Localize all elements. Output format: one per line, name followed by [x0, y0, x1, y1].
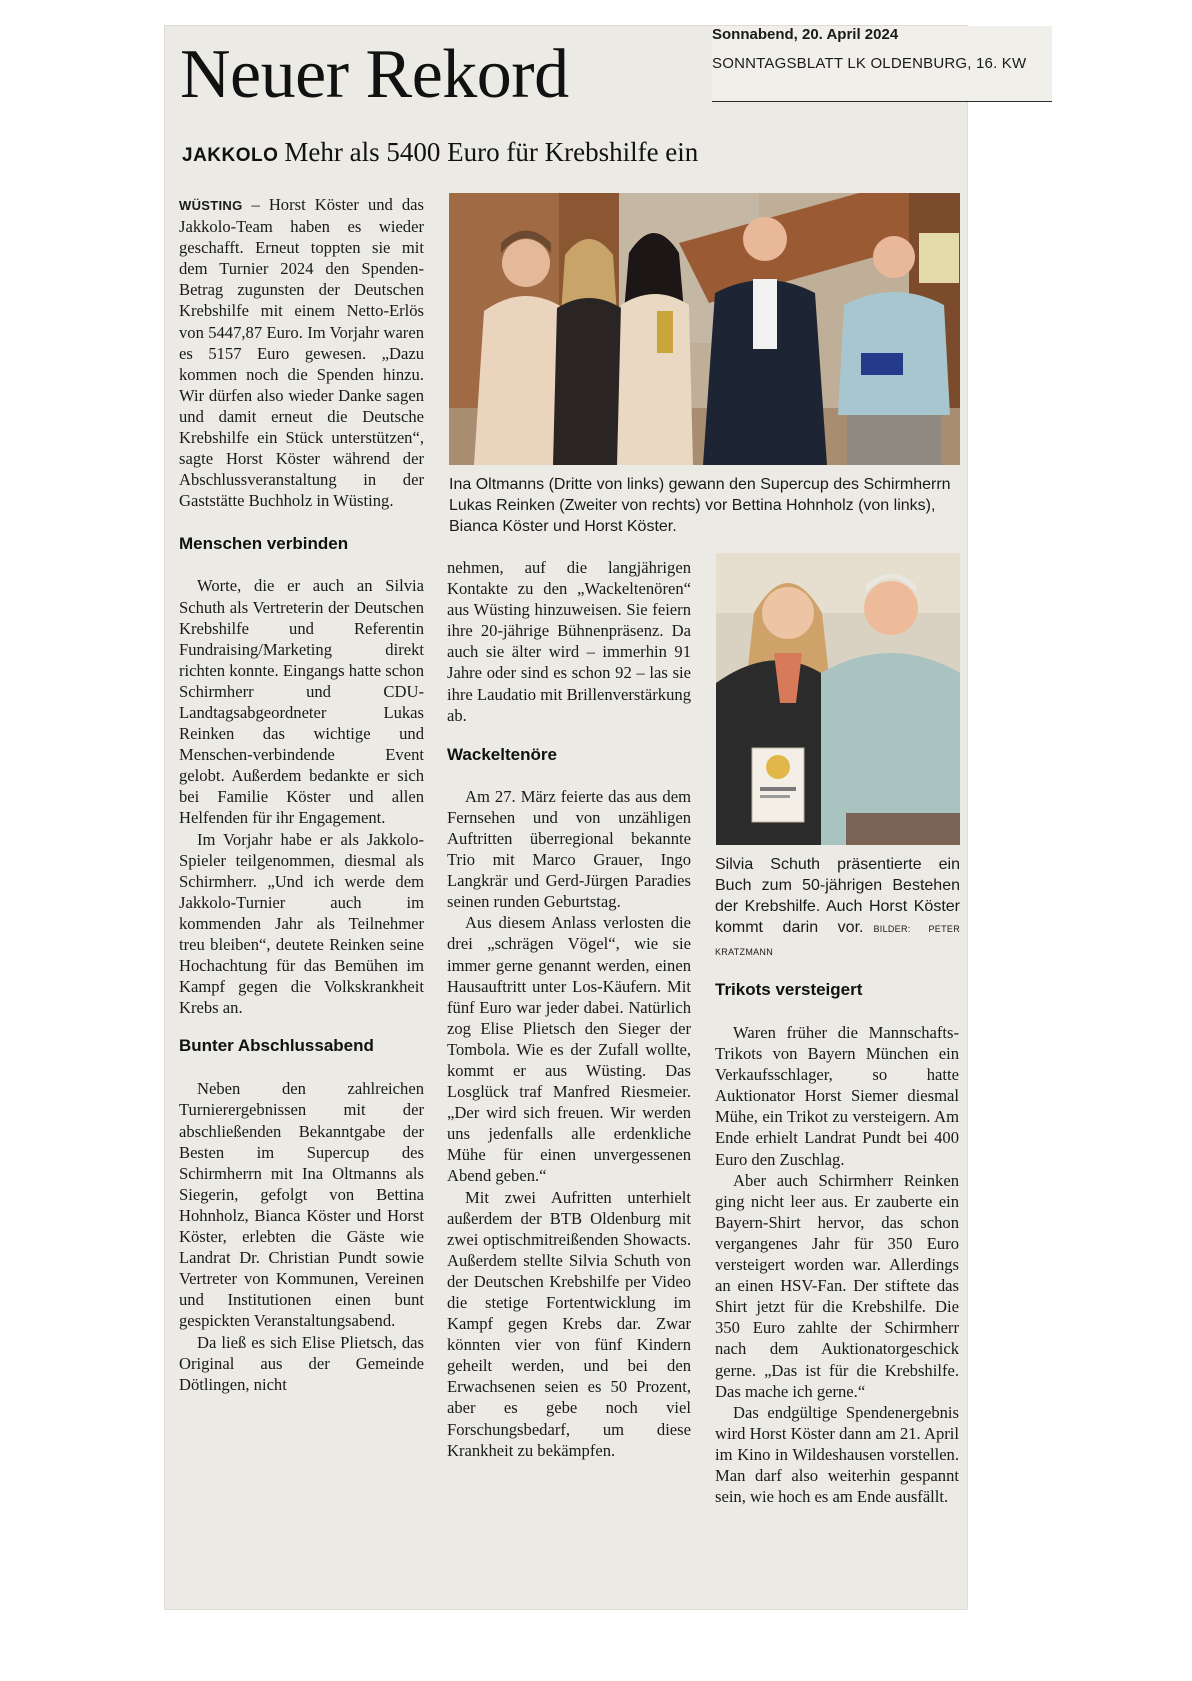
- publication-source: SONNTAGSBLATT LK OLDENBURG, 16. KW: [712, 55, 1027, 72]
- paragraph: Am 27. März feierte das aus dem Fernsehen und von unzähligen Auftritten überregional bekannte Trio mit Marco Grauer, Ingo Langkrär und Gerd-Jürgen Paradies seinen runden Geburtstag.: [447, 786, 691, 912]
- group-photo-image: [449, 193, 960, 465]
- subheading-trikots-versteigert: Trikots versteigert: [715, 980, 863, 999]
- paragraph: Worte, die er auch an Silvia Schuth als Vertreterin der Deutschen Krebshilfe und Referentin Fundraising/Marketing direkt richten konnte. Eingangs hatte schon Schirmherr und CDU-Landtagsabgeordneter Lukas Reinken das wichtige und Menschen-verbindende Event gelobt. Außerdem bedankte er sich bei Familie Köster und allen Helfenden für ihr Engagement.: [179, 576, 424, 828]
- paragraph: Mit zwei Aufritten unterhielt außerdem der BTB Oldenburg mit zwei optischmitreißenden Showacts. Außerdem stellte Silvia Schuth von der Deutschen Krebshilfe per Video die stetige Fortentwicklung im Kampf gegen Krebs dar. Zwar könnten vier von fünf Kindern geheilt werden, und bei den Erwachsenen seien es 50 Prozent, aber es gebe noch viel Forschungsbedarf, um diese Krankheit zu bekämpfen.: [447, 1187, 691, 1460]
- subhead-text: Mehr als 5400 Euro für Krebshilfe ein: [284, 137, 699, 167]
- headline: Neuer Rekord: [180, 36, 569, 113]
- subheading-bunter-abschlussabend: Bunter Abschlussabend: [179, 1036, 374, 1056]
- intro-text: – Horst Köster und das Jakkolo-Team haben es wieder geschafft. Erneut toppten sie mit dem Turnier 2024 den Spenden-Betrag zugunsten der Deutschen Krebshilfe mit einem Netto-Erlös von 5447,87 Euro. Im Vorjahr waren es 5157 Euro gewesen. „Dazu kommen noch die Spenden hinzu. Wir dürfen also wieder Danke sagen und damit erneut die Deutsche Krebshilfe ein Stück unterstützen“, sagte Horst Köster während der Abschlussveranstaltung in der Gaststätte Buchholz in Wüsting.: [179, 195, 424, 511]
- paragraph: Im Vorjahr habe er als Jakkolo-Spieler teilgenommen, diesmal als Schirmherr. „Und ich werde dem Jakkolo-Turnier auch im kommenden Jahr als Teilnehmer treu bleiben“, deutete Reinken seine Hochachtung für das Bemühen im Kampf gegen die Volkskrankheit Krebs an.: [179, 829, 424, 1018]
- photo-book: [716, 553, 960, 845]
- photo-group-caption: Ina Oltmanns (Dritte von links) gewann den Supercup des Schirmherrn Lukas Reinken (Zweiter von rechts) vor Bettina Hohnholz (von links), Bianca Köster und Horst Köster.: [449, 476, 951, 535]
- article-column-2: [447, 557, 691, 1461]
- photo-book-caption: [715, 854, 960, 963]
- publication-date: Sonnabend, 20. April 2024: [712, 26, 899, 43]
- paragraph: nehmen, auf die langjährigen Kontakte zu den „Wackeltenören“ aus Wüsting hinzuweisen. Sie feiern ihre 20-jährige Bühnenpräsenz. Da auch sie älter wird – immerhin 91 Jahre oder sind es schon 92 – las sie ihre Laudatio mit Brillenverstärkung ab.: [447, 558, 691, 725]
- book-photo-image: [716, 553, 960, 845]
- paragraph: Waren früher die Mannschafts-Trikots von Bayern München ein Verkaufsschlager, so hatte Auktionator Horst Siemer diesmal Mühe, ein Trikot zu versteigern. Am Ende erhielt Landrat Pundt bei 400 Euro den Zuschlag.: [715, 1023, 959, 1169]
- paragraph: Neben den zahlreichen Turnierergebnissen mit der abschließenden Bekanntgabe der Besten im Supercup des Schirmherrn mit Ina Oltmanns als Siegerin, gefolgt von Bettina Hohnholz, Bianca Köster und Horst Köster, erlebten die Gäste wie Landrat Dr. Christian Pundt sowie Vertreter von Kommunen, Vereinen und Institutionen einen bunt gespickten Veranstaltungsabend.: [179, 1079, 424, 1331]
- article-column-3: [715, 979, 959, 1507]
- photo-group: [449, 193, 960, 465]
- paragraph: Aber auch Schirmherr Reinken ging nicht leer aus. Er zauberte ein Bayern-Shirt hervor, das schon vergangenes Jahr für 350 Euro versteigert worden war. Allerdings an einen HSV-Fan. Der stiftete das Shirt jetzt für die Krebshilfe. Die 350 Euro zahlte der Schirmherr nach dem Auktionatorgeschick gerne. „Das ist für die Krebshilfe. Das mache ich gerne.“: [715, 1170, 959, 1401]
- subhead-kicker: JAKKOLO: [182, 145, 279, 166]
- paragraph: Das endgültige Spendenergebnis wird Horst Köster dann am 21. April im Kino in Wildeshausen vorstellen. Man darf also weiterhin gespannt sein, wie hoch es am Ende ausfällt.: [715, 1402, 959, 1507]
- intro-paragraph: [179, 194, 424, 511]
- paragraph: Da ließ es sich Elise Plietsch, das Original aus der Gemeinde Dötlingen, nicht: [179, 1332, 424, 1394]
- subheading-wackeltenoere: Wackeltenöre: [447, 744, 557, 764]
- article-column-1: [179, 194, 424, 1395]
- dateline-place: WÜSTING: [179, 198, 243, 213]
- photo-book-caption-text: Silvia Schuth präsentierte ein Buch zum 50-jährigen Bestehen der Krebshilfe. Auch Horst Köster kommt darin vor.: [715, 856, 960, 936]
- paragraph: Aus diesem Anlass verlosten die drei „schrägen Vögel“, wie sie immer gerne genannt werden, einen Hausauftritt unter Los-Käufern. Mit fünf Euro war jeder dabei. Natürlich zog Elise Plietsch den Sieger der Tombola. Wie es der Zufall wollte, kommt er aus Wüsting. Das Losglück traf Manfred Riesmeier. „Der wird sich freuen. Wir werden uns jedenfalls alle erdenkliche Mühe für einen unvergessenen Abend geben.“: [447, 913, 691, 1186]
- subheading-menschen-verbinden: Menschen verbinden: [179, 534, 349, 554]
- photo-credit: BILDER: PETER KRATZMANN: [715, 924, 960, 957]
- subheadline: [182, 137, 698, 168]
- dateline-box: [712, 26, 1052, 102]
